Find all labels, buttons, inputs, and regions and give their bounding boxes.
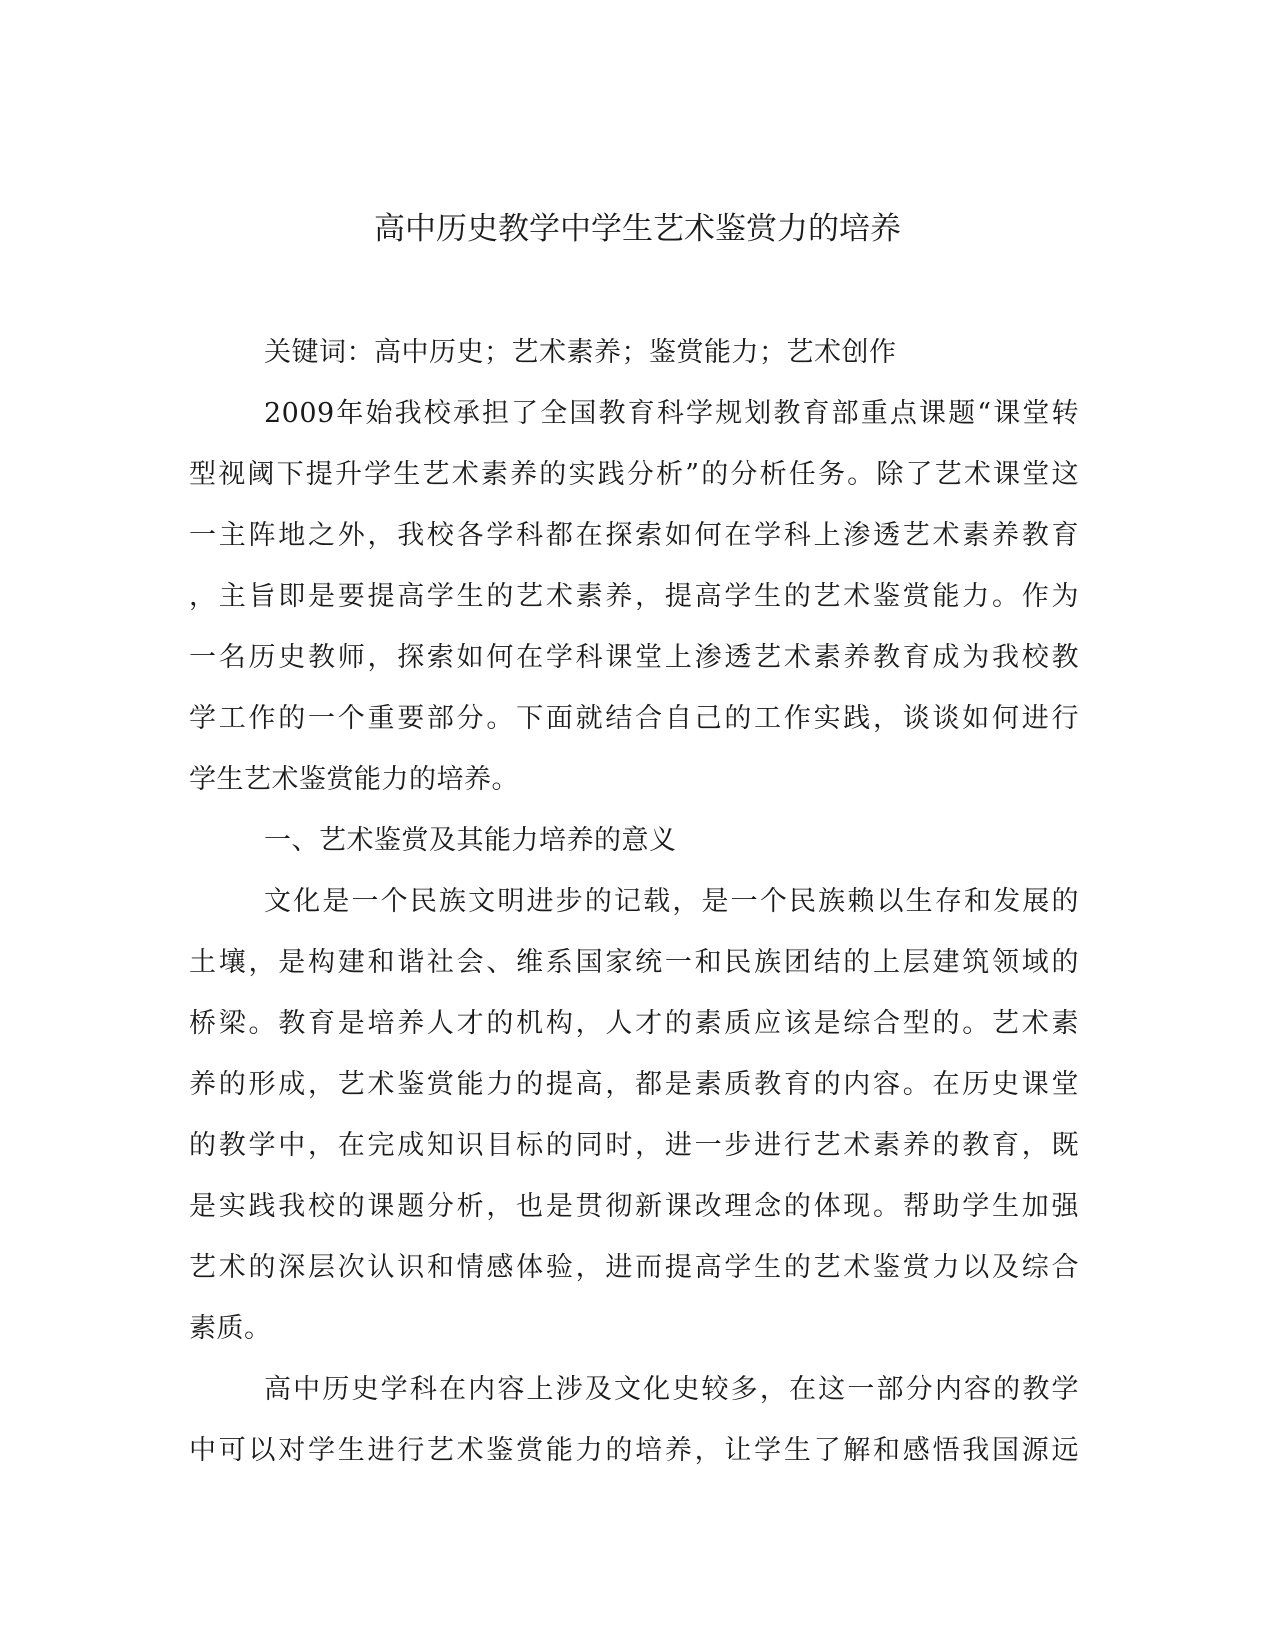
section-heading: 一、艺术鉴赏及其能力培养的意义 [264,825,677,856]
document-title: 高中历史教学中学生艺术鉴赏力的培养 [374,211,901,247]
paragraph-line: 是实践我校的课题分析，也是贯彻新课改理念的体现。帮助学生加强 [189,1191,1079,1222]
paragraph-line: ，主旨即是要提高学生的艺术素养，提高学生的艺术鉴赏能力。作为 [189,581,1079,612]
paragraph-line: 文化是一个民族文明进步的记载，是一个民族赖以生存和发展的 [264,886,1079,917]
paragraph-line: 一名历史教师，探索如何在学科课堂上渗透艺术素养教育成为我校教 [189,642,1079,673]
section-paragraph [189,1359,1079,1481]
keywords-line: 关键词：高中历史；艺术素养；鉴赏能力；艺术创作 [264,337,897,368]
paragraph-line: 艺术的深层次认识和情感体验，进而提高学生的艺术鉴赏力以及综合 [189,1252,1079,1283]
intro-paragraph [189,383,1079,810]
paragraph-line: 一主阵地之外，我校各学科都在探索如何在学科上渗透艺术素养教育 [189,520,1079,551]
paragraph-line: 中可以对学生进行艺术鉴赏能力的培养，让学生了解和感悟我国源远 [189,1435,1079,1466]
paragraph-line: 素质。 [189,1313,272,1344]
section-paragraph [189,871,1079,1359]
paragraph-line: 养的形成，艺术鉴赏能力的提高，都是素质教育的内容。在历史课堂 [189,1069,1079,1100]
document-body [189,322,1079,1481]
paragraph-line: 桥梁。教育是培养人才的机构，人才的素质应该是综合型的。艺术素 [189,1008,1079,1039]
paragraph-line: 2009年始我校承担了全国教育科学规划教育部重点课题“课堂转 [264,398,1079,429]
paragraph-line: 型视阈下提升学生艺术素养的实践分析”的分析任务。除了艺术课堂这 [189,459,1079,490]
paragraph-line: 高中历史学科在内容上涉及文化史较多，在这一部分内容的教学 [264,1374,1079,1405]
paragraph-line: 的教学中，在完成知识目标的同时，进一步进行艺术素养的教育，既 [189,1130,1079,1161]
paragraph-line: 学生艺术鉴赏能力的培养。 [189,764,519,795]
paragraph-line: 学工作的一个重要部分。下面就结合自己的工作实践，谈谈如何进行 [189,703,1079,734]
paragraph-line: 土壤，是构建和谐社会、维系国家统一和民族团结的上层建筑领域的 [189,947,1079,978]
